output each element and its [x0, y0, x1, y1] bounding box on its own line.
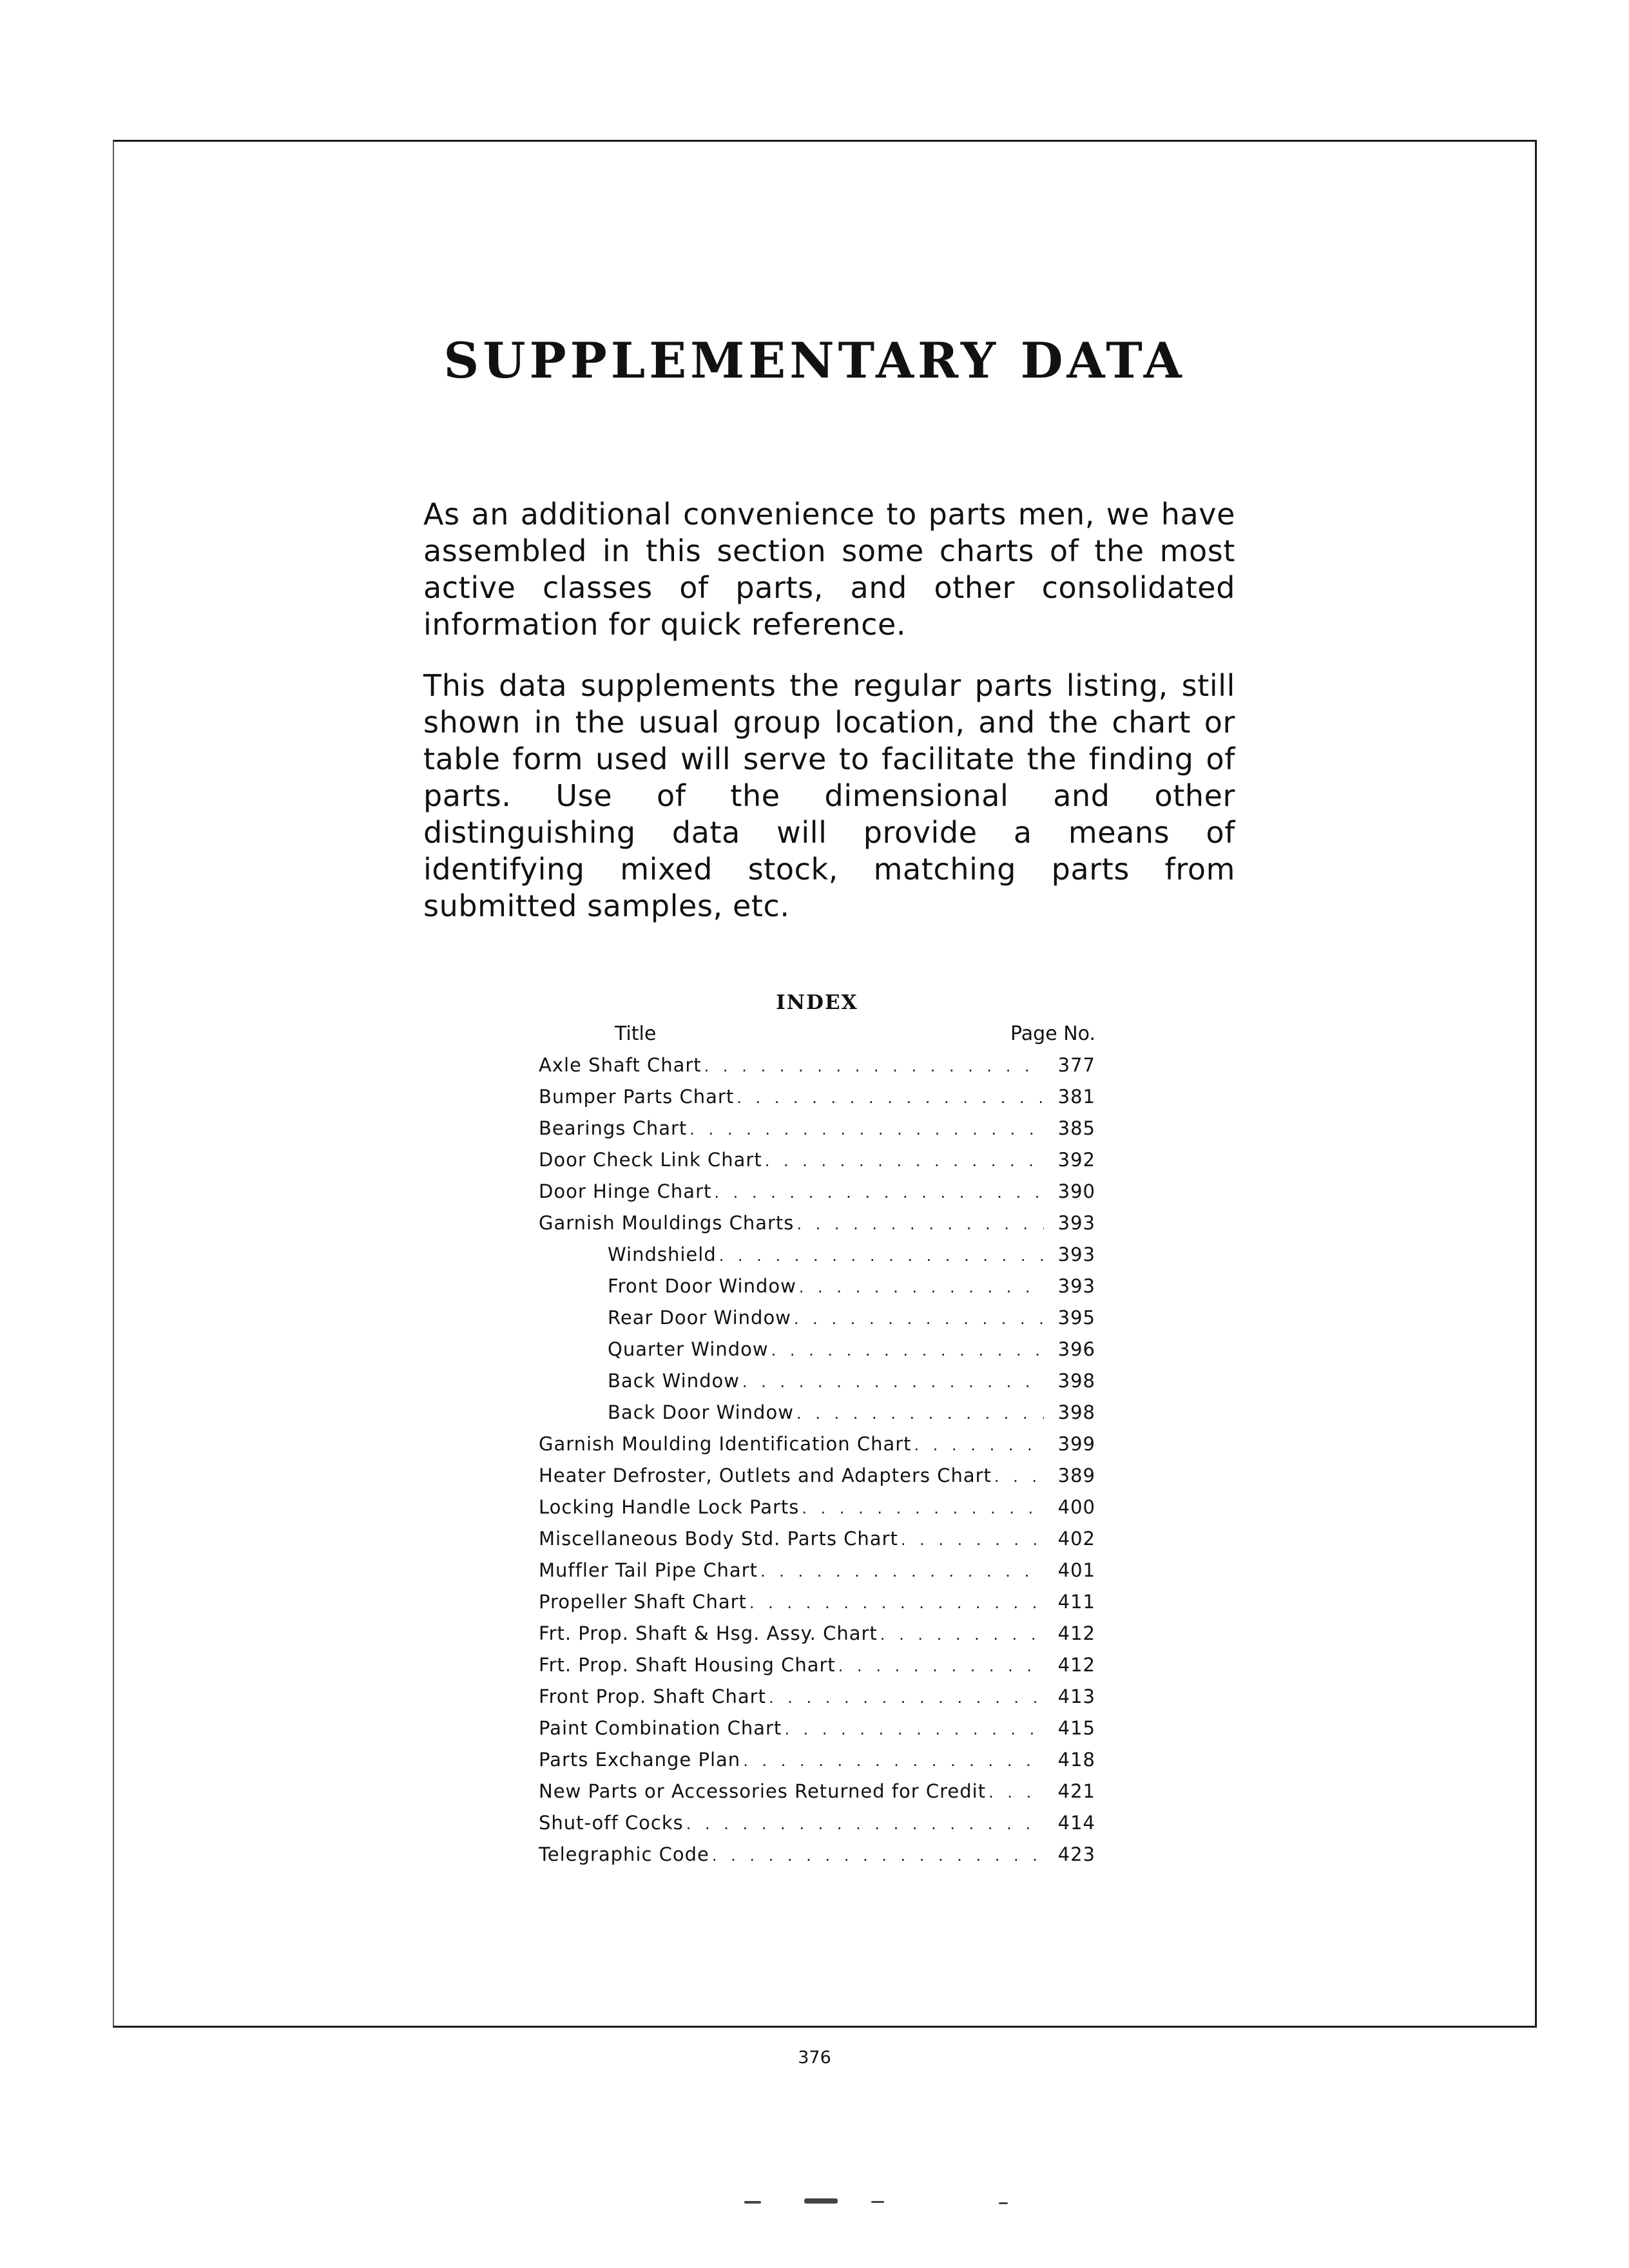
dot-leader: [799, 1272, 1044, 1303]
index-row-page: 377: [1057, 1054, 1095, 1076]
index-row: [539, 1681, 1095, 1713]
dot-leader: [994, 1461, 1044, 1493]
index-row-page: 390: [1057, 1180, 1095, 1202]
index-row-page: 415: [1057, 1717, 1095, 1739]
index-row-title: Quarter Window: [608, 1338, 769, 1360]
index-row: [539, 1649, 1095, 1681]
dot-leader: [784, 1714, 1044, 1745]
index-subrow: [539, 1397, 1095, 1428]
index-row: [539, 1113, 1095, 1144]
index-row-page: 399: [1057, 1433, 1095, 1455]
dot-leader: [988, 1777, 1044, 1809]
index-row-title: Frt. Prop. Shaft & Hsg. Assy. Chart: [539, 1622, 878, 1644]
index-row-page: 423: [1057, 1843, 1095, 1865]
index-row-page: 401: [1057, 1559, 1095, 1581]
index-section: [539, 987, 1095, 1870]
index-row: [539, 1176, 1095, 1207]
index-row-page: 400: [1057, 1496, 1095, 1518]
index-row-title: Telegraphic Code: [539, 1843, 709, 1865]
index-row-title: New Parts or Accessories Returned for Credit: [539, 1780, 987, 1802]
index-row: [539, 1428, 1095, 1460]
index-row-page: 413: [1057, 1686, 1095, 1707]
index-row: [539, 1839, 1095, 1870]
index-column-headers: [539, 1018, 1095, 1050]
index-row-title: Front Prop. Shaft Chart: [539, 1686, 766, 1707]
dot-leader: [749, 1588, 1044, 1619]
index-row-page: 385: [1057, 1117, 1095, 1139]
page-number: 376: [798, 2048, 831, 2068]
index-row-title: Back Window: [608, 1370, 740, 1392]
index-subrow: [539, 1365, 1095, 1397]
dot-leader: [714, 1177, 1044, 1209]
index-row: [539, 1081, 1095, 1113]
dot-leader: [794, 1303, 1044, 1335]
dot-leader: [712, 1840, 1044, 1872]
index-row: [539, 1807, 1095, 1839]
index-row: [539, 1460, 1095, 1492]
index-row-page: 393: [1057, 1212, 1095, 1234]
index-row-page: 398: [1057, 1370, 1095, 1392]
scan-speck: [999, 2202, 1008, 2204]
index-row-page: 402: [1057, 1528, 1095, 1550]
dot-leader: [686, 1809, 1044, 1840]
index-row: [539, 1618, 1095, 1649]
dot-leader: [704, 1051, 1044, 1082]
index-row-page: 393: [1057, 1244, 1095, 1265]
dot-leader: [719, 1240, 1044, 1272]
intro-paragraph: As an additional convenience to parts men, we have assembled in this section some charts of the most active classes of parts, and other consolidated information for quick reference.: [423, 497, 1235, 642]
index-row-title: Axle Shaft Chart: [539, 1054, 702, 1076]
index-row-title: Paint Combination Chart: [539, 1717, 782, 1739]
dot-leader: [765, 1146, 1044, 1177]
index-row-title: Locking Handle Lock Parts: [539, 1496, 800, 1518]
index-row-title: Door Hinge Chart: [539, 1180, 712, 1202]
index-row-page: 395: [1057, 1307, 1095, 1329]
dot-leader: [743, 1745, 1044, 1777]
index-row: [539, 1207, 1095, 1239]
index-row-page: 392: [1057, 1149, 1095, 1171]
index-subrow: [539, 1302, 1095, 1334]
index-row-title: Heater Defroster, Outlets and Adapters Chart: [539, 1465, 992, 1486]
dot-leader: [689, 1114, 1044, 1146]
index-row-title: Garnish Moulding Identification Chart: [539, 1433, 912, 1455]
index-row: [539, 1144, 1095, 1176]
index-row-page: 411: [1057, 1591, 1095, 1613]
index-row-page: 412: [1057, 1654, 1095, 1676]
index-row-page: 396: [1057, 1338, 1095, 1360]
dot-leader: [796, 1209, 1044, 1240]
index-row-title: Back Door Window: [608, 1401, 794, 1423]
dot-leader: [901, 1524, 1044, 1556]
index-row-page: 381: [1057, 1086, 1095, 1108]
dot-leader: [914, 1430, 1044, 1461]
index-row-title: Miscellaneous Body Std. Parts Chart: [539, 1528, 898, 1550]
dot-leader: [880, 1619, 1044, 1651]
index-row: [539, 1523, 1095, 1555]
index-row-title: Front Door Window: [608, 1275, 796, 1297]
intro-paragraph: This data supplements the regular parts listing, still shown in the usual group location, and the chart or table form used will serve to facilitate the finding of parts. Use of the dimensional and other distinguishing data will provide a means of identifying mixed stock, matching parts from submitted samples, etc.: [423, 668, 1235, 923]
index-row-title: Parts Exchange Plan: [539, 1749, 741, 1771]
index-row-title: Rear Door Window: [608, 1307, 791, 1329]
index-row: [539, 1555, 1095, 1586]
index-row-title: Bearings Chart: [539, 1117, 688, 1139]
index-row-title: Door Check Link Chart: [539, 1149, 762, 1171]
page-title: SUPPLEMENTARY DATA: [443, 332, 1186, 389]
dot-leader: [771, 1335, 1044, 1367]
dot-leader: [769, 1682, 1044, 1714]
dot-leader: [742, 1367, 1044, 1398]
index-row: [539, 1713, 1095, 1744]
index-row-title: Shut-off Cocks: [539, 1812, 684, 1834]
index-row-title: Frt. Prop. Shaft Housing Chart: [539, 1654, 836, 1676]
dot-leader: [802, 1493, 1044, 1524]
index-row: [539, 1776, 1095, 1807]
index-row-title: Bumper Parts Chart: [539, 1086, 735, 1108]
dot-leader: [737, 1082, 1044, 1114]
index-row-page: 389: [1057, 1465, 1095, 1486]
index-row-title: Muffler Tail Pipe Chart: [539, 1559, 758, 1581]
scan-speck: [871, 2201, 884, 2203]
index-row: [539, 1492, 1095, 1523]
intro-text: [423, 496, 1235, 949]
index-heading: INDEX: [776, 991, 858, 1014]
column-header-page: Page No.: [1010, 1023, 1095, 1045]
dot-leader: [760, 1556, 1044, 1588]
scan-speck: [804, 2198, 838, 2204]
index-row-page: 414: [1057, 1812, 1095, 1834]
index-subrow: [539, 1271, 1095, 1302]
dot-leader: [796, 1398, 1044, 1430]
dot-leader: [838, 1651, 1044, 1682]
index-row-page: 412: [1057, 1622, 1095, 1644]
index-subrow: [539, 1239, 1095, 1271]
scan-speck: [744, 2201, 761, 2204]
index-row: [539, 1586, 1095, 1618]
index-row-page: 421: [1057, 1780, 1095, 1802]
index-row-page: 418: [1057, 1749, 1095, 1771]
index-row-title: Garnish Mouldings Charts: [539, 1212, 795, 1234]
index-row-title: Propeller Shaft Chart: [539, 1591, 747, 1613]
index-row: [539, 1050, 1095, 1081]
index-row: [539, 1744, 1095, 1776]
index-row-title: Windshield: [608, 1244, 717, 1265]
index-subrow: [539, 1334, 1095, 1365]
column-header-title: Title: [615, 1023, 657, 1045]
index-row-page: 393: [1057, 1275, 1095, 1297]
index-row-page: 398: [1057, 1401, 1095, 1423]
